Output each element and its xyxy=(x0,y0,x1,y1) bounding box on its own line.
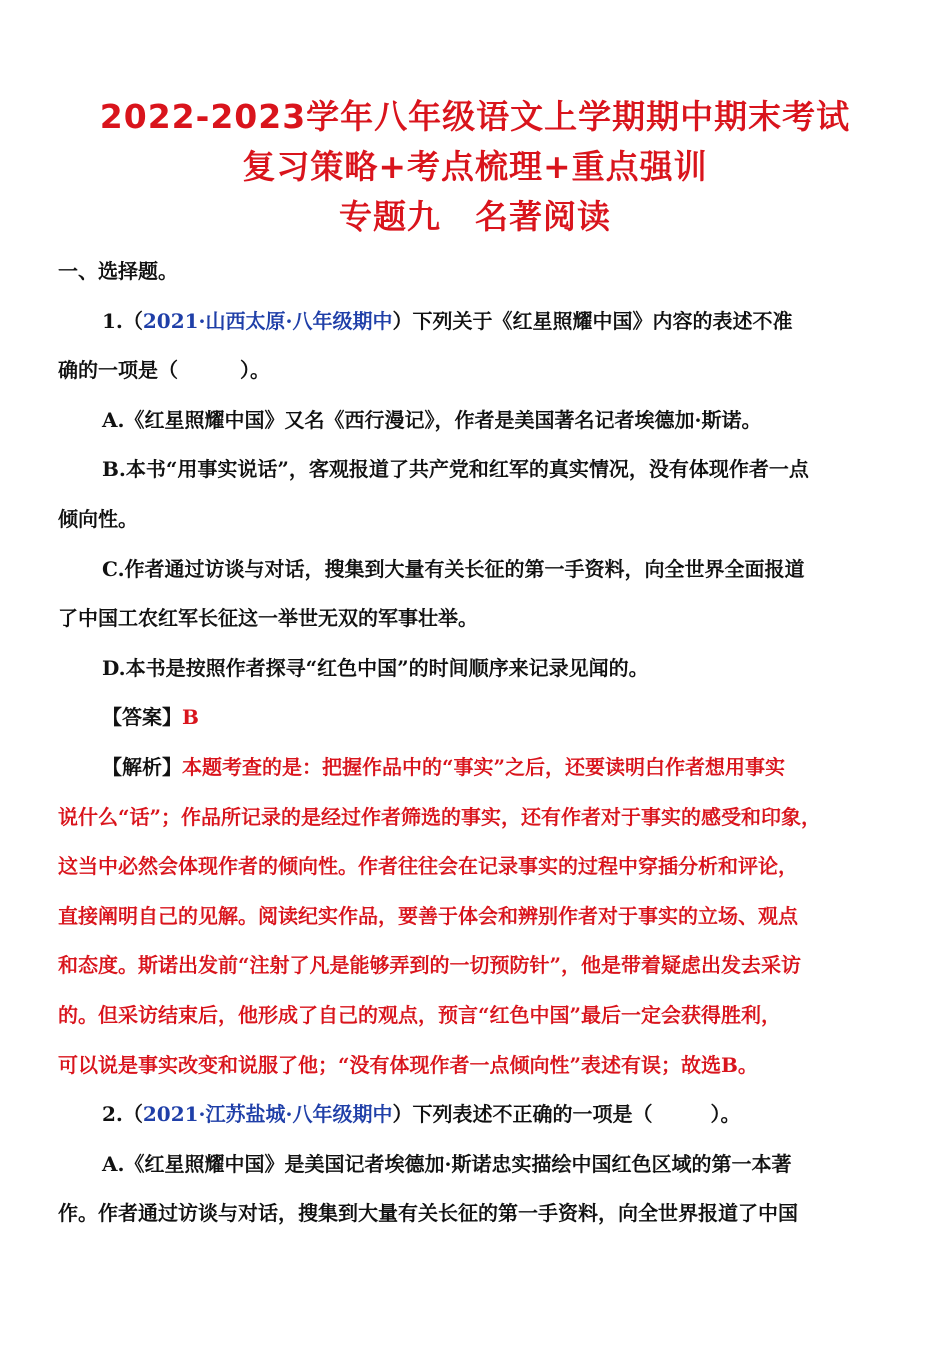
analysis-line: 的。但采访结束后，他形成了自己的观点，预言“红色中国”最后一定会获得胜利， xyxy=(58,1002,782,1027)
subtitle: 复习策略+考点梳理+重点强训 xyxy=(242,147,708,186)
analysis-line xyxy=(58,743,896,793)
answer-value: B xyxy=(182,705,199,730)
option-b-cont: 倾向性。 xyxy=(58,506,138,531)
main-title: 2022-2023学年八年级语文上学期期中期末考试 xyxy=(99,97,851,136)
analysis-line: 这当中必然会体现作者的倾向性。作者往往会在记录事实的过程中穿插分析和评论， xyxy=(58,854,798,879)
question-source: 2021·山西太原·八年级期中 xyxy=(142,308,393,333)
q2-option-a-cont: 作。作者通过访谈与对话，搜集到大量有关长征的第一手资料，向全世界报道了中国 xyxy=(58,1201,798,1226)
analysis-line: 直接阐明自己的见解。阅读纪实作品，要善于体会和辨别作者对于事实的立场、观点 xyxy=(58,903,798,928)
question-2-stem: 2.（2021·江苏盐城·八年级期中）下列表述不正确的一项是（ ）。 xyxy=(102,1102,741,1127)
question-number: 2. xyxy=(102,1102,123,1127)
analysis-line: 说什么“话”；作品所记录的是经过作者筛选的事实，还有作者对于事实的感受和印象， xyxy=(58,804,822,829)
answer-line xyxy=(58,693,896,743)
section-heading: 一、选择题。 xyxy=(58,259,178,283)
question-source: 2021·江苏盐城·八年级期中 xyxy=(142,1102,393,1127)
option-a: A.《红星照耀中国》又名《西行漫记》，作者是美国著名记者埃德加·斯诺。 xyxy=(102,407,762,432)
topic-title: 专题九 名著阅读 xyxy=(339,197,611,236)
analysis-line: 可以说是事实改变和说服了他；“没有体现作者一点倾向性”表述有误；故选B。 xyxy=(58,1052,758,1077)
option-b: B.本书“用事实说话”，客观报道了共产党和红军的真实情况，没有体现作者一点 xyxy=(102,457,809,482)
title-block xyxy=(0,92,950,242)
option-c-cont: 了中国工农红军长征这一举世无双的军事壮举。 xyxy=(58,606,478,631)
analysis-line: 和态度。斯诺出发前“注射了凡是能够弄到的一切预防针”，他是带着疑虑出发去采访 xyxy=(58,953,802,978)
question-text: 下列关于《红星照耀中国》内容的表述不准 xyxy=(412,308,793,333)
analysis-text: 本题考查的是：把握作品中的“事实”之后，还要读明白作者想用事实 xyxy=(182,754,786,779)
option-d: D.本书是按照作者探寻“红色中国”的时间顺序来记录见闻的。 xyxy=(102,655,649,680)
analysis-label: 【解析】 xyxy=(102,754,182,779)
content-body xyxy=(58,247,896,1239)
q2-option-a: A.《红星照耀中国》是美国记者埃德加·斯诺忠实描绘中国红色区域的第一本著 xyxy=(102,1151,792,1176)
question-number: 1. xyxy=(102,308,123,333)
option-c: C.作者通过访谈与对话，搜集到大量有关长征的第一手资料，向全世界全面报道 xyxy=(102,556,805,581)
question-1-stem-cont: 确的一项是（ ）。 xyxy=(58,358,270,383)
answer-label: 【答案】 xyxy=(102,705,182,730)
question-text: 下列表述不正确的一项是（ xyxy=(412,1102,653,1127)
question-1-stem: 1.（2021·山西太原·八年级期中）下列关于《红星照耀中国》内容的表述不准 xyxy=(102,308,793,333)
